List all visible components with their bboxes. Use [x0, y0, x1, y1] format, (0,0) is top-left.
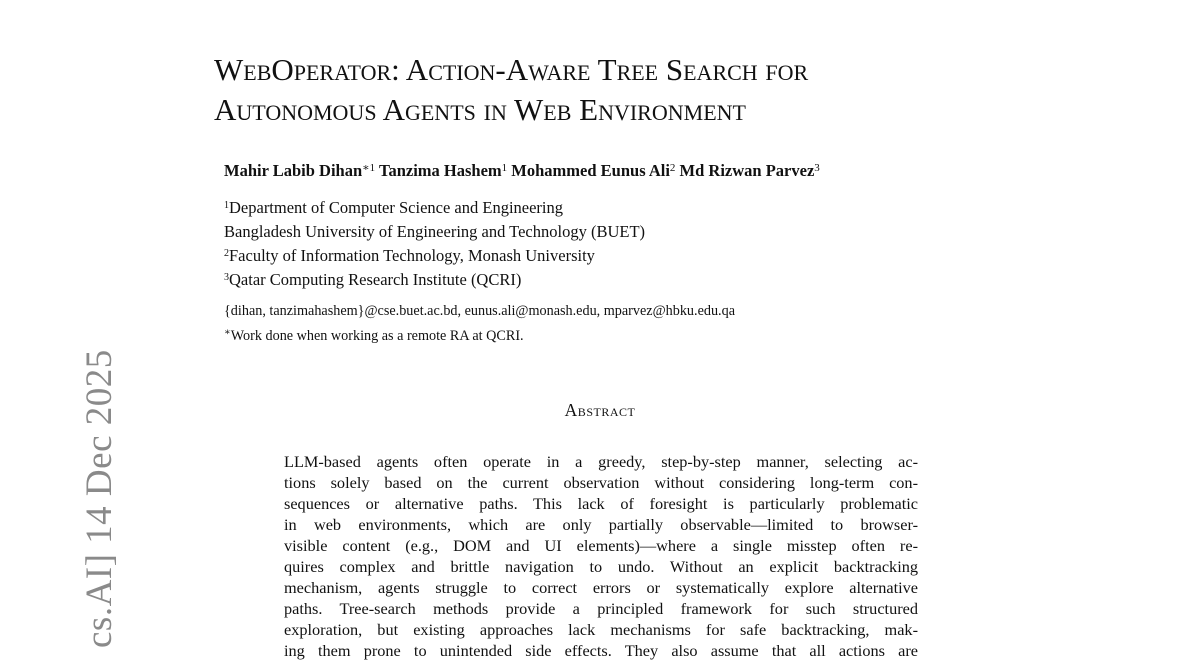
author-name: Md Rizwan Parvez: [679, 161, 815, 180]
abstract-line: visible content (e.g., DOM and UI elements)—where a single misstep often re-: [284, 536, 918, 555]
abstract-heading: Abstract: [564, 400, 636, 420]
affiliation-text: Bangladesh University of Engineering and Technology (BUET): [224, 222, 646, 241]
affiliation-text: Qatar Computing Research Institute (QCRI): [229, 270, 522, 289]
arxiv-side-stamp: cs.AI] 14 Dec 2025: [79, 349, 120, 648]
affiliation-text: Department of Computer Science and Engineering: [229, 198, 564, 217]
author-mark: 1: [501, 162, 508, 174]
abstract-line: mechanism, agents struggle to correct errors or systematically explore alternative: [284, 578, 918, 597]
abstract-line: LLM-based agents often operate in a greedy, step-by-step manner, selecting ac-: [284, 452, 918, 471]
affiliation-mark: 3: [224, 272, 229, 283]
abstract-line: in web environments, which are only partially observable—limited to browser-: [284, 515, 918, 534]
contact-block: [224, 301, 735, 347]
footnote-line: [224, 322, 735, 347]
title-line-1: WebOperator: Action-Aware Tree Search for: [214, 52, 809, 87]
affiliations: [224, 195, 645, 291]
author-mark: ∗1: [362, 162, 376, 174]
author-list: [224, 161, 820, 181]
email-line: {dihan, tanzimahashem}@cse.buet.ac.bd, eunus.ali@monash.edu, mparvez@hbku.edu.qa: [224, 303, 735, 319]
author-name: Mohammed Eunus Ali: [511, 161, 670, 180]
abstract-line: exploration, but existing approaches lack mechanisms for safe backtracking, mak-: [284, 620, 918, 639]
affiliation-mark: 2: [224, 248, 229, 259]
abstract-line: tions solely based on the current observation without considering long-term con-: [284, 473, 918, 492]
title-line-2: Autonomous Agents in Web Environment: [214, 92, 746, 127]
author-name: Tanzima Hashem: [378, 161, 502, 180]
author-name: Mahir Labib Dihan: [224, 161, 363, 180]
abstract-body: [284, 451, 918, 661]
author-mark: 3: [814, 162, 820, 174]
footnote-text: Work done when working as a remote RA at QCRI.: [230, 328, 524, 344]
author-mark: 2: [669, 162, 676, 174]
affiliation-text: Faculty of Information Technology, Monash University: [229, 246, 595, 265]
abstract-line: quires complex and brittle navigation to undo. Without an explicit backtracking: [284, 557, 918, 576]
footnote-mark: ∗: [224, 327, 231, 338]
affiliation-line: [224, 219, 645, 243]
affiliation-line: [224, 267, 645, 291]
affiliation-line: [224, 195, 645, 219]
abstract-line: sequences or alternative paths. This lack of foresight is particularly problematic: [284, 494, 918, 513]
abstract-line: paths. Tree-search methods provide a principled framework for such structured: [284, 599, 918, 618]
paper-title: [214, 50, 1114, 130]
affiliation-mark: 1: [224, 200, 229, 211]
abstract-line: ing them prone to unintended side effects. They also assume that all actions are: [284, 641, 918, 660]
affiliation-line: [224, 243, 645, 267]
